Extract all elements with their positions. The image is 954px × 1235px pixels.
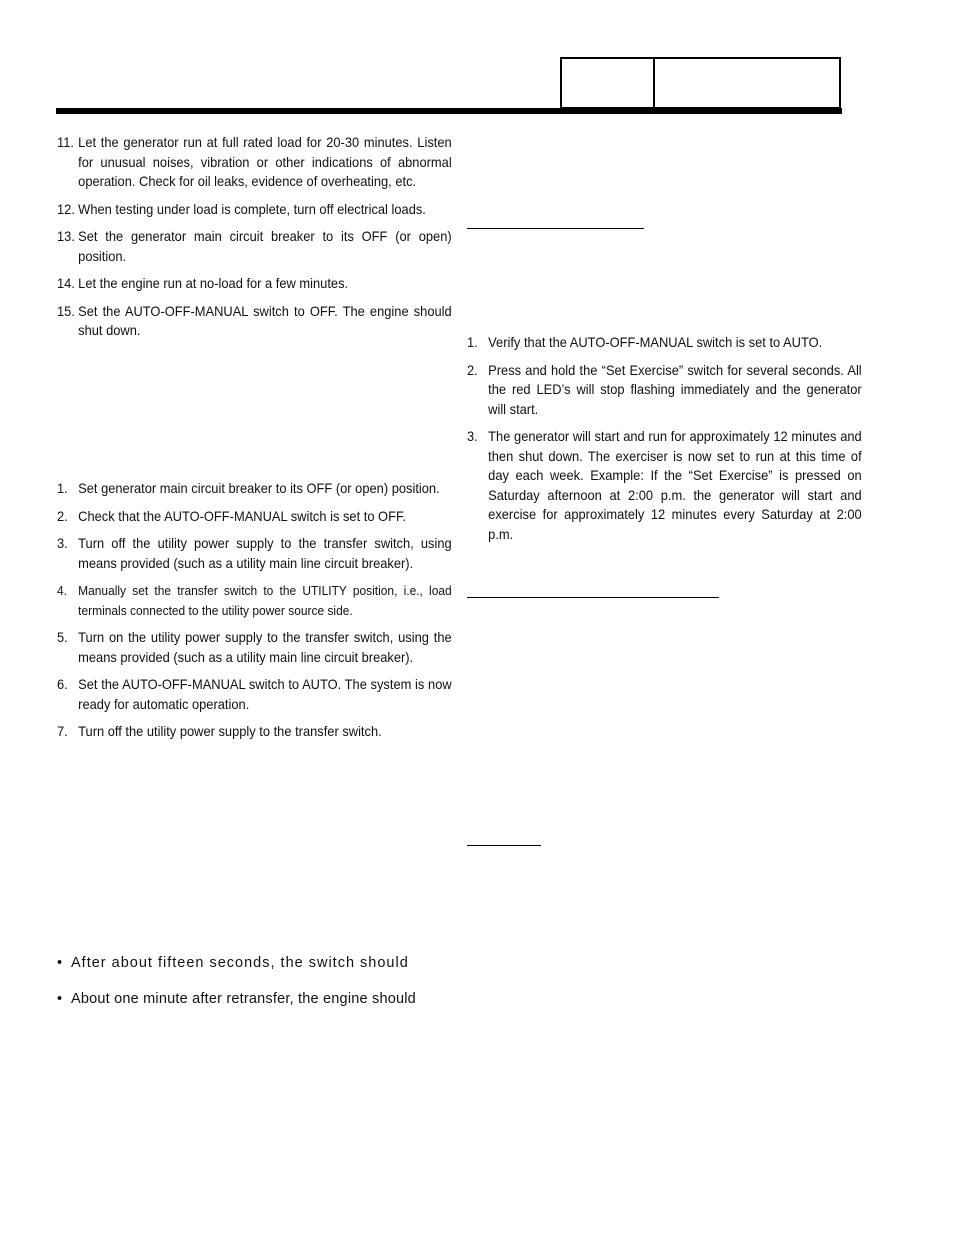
list-item bbox=[57, 534, 452, 573]
step-number: 15. bbox=[57, 302, 75, 319]
bullet-item bbox=[57, 990, 431, 1009]
header-box-right bbox=[653, 57, 841, 109]
bullet-item bbox=[57, 954, 431, 973]
list-item bbox=[57, 507, 452, 527]
step-text: When testing under load is complete, turn off electrical loads. bbox=[78, 200, 426, 217]
left-column-steps-a bbox=[57, 133, 452, 349]
step-number: 14. bbox=[57, 275, 75, 291]
step-text: Turn off the utility power supply to the transfer switch. bbox=[78, 723, 382, 739]
step-text: Set the generator main circuit breaker to its OFF (or open) position. bbox=[78, 228, 452, 264]
step-number: 4. bbox=[57, 583, 67, 598]
step-number: 3. bbox=[57, 535, 68, 551]
list-item bbox=[57, 628, 452, 667]
step-number: 7. bbox=[57, 723, 68, 739]
header-rule bbox=[56, 108, 842, 114]
list-item bbox=[57, 133, 452, 192]
step-number: 1. bbox=[467, 334, 478, 350]
step-text: Check that the AUTO-OFF-MANUAL switch is set to OFF. bbox=[78, 507, 406, 524]
step-text: Let the generator run at full rated load for 20-30 minutes. Listen for unusual noises, vibration or other indications of abnormal operation. Check for oil leaks, evidence of overheating, etc. bbox=[78, 134, 452, 189]
list-item bbox=[57, 302, 452, 341]
step-text: Turn on the utility power supply to the transfer switch, using the means provided (such as a utility main line circuit breaker). bbox=[78, 629, 452, 665]
step-number: 3. bbox=[467, 428, 478, 444]
step-number: 6. bbox=[57, 676, 68, 692]
step-text: Let the engine run at no-load for a few minutes. bbox=[78, 275, 349, 291]
step-number: 5. bbox=[57, 629, 68, 645]
step-text: Manually set the transfer switch to the UTILITY position, i.e., load terminals connected to the utility power source side. bbox=[78, 583, 452, 618]
list-item bbox=[467, 333, 862, 353]
step-number: 13. bbox=[57, 228, 75, 244]
list-item bbox=[467, 427, 862, 544]
step-number: 2. bbox=[57, 507, 68, 524]
step-text: Press and hold the “Set Exercise” switch for several seconds. All the red LED’s will stop flashing immediately and the generator will start. bbox=[488, 361, 862, 417]
list-item bbox=[57, 722, 452, 742]
step-text: Set generator main circuit breaker to its OFF (or open) position. bbox=[78, 480, 440, 496]
heading-rule bbox=[467, 845, 541, 846]
step-text: The generator will start and run for approximately 12 minutes and then shut down. The exerciser is now set to run at this time of day each week. Example: If the “Set Exercise” is pressed on Saturday afternoon at 2:00 p.m. the generator will start and exercise for approximately 12 minutes every Saturday at 2:00 p.m. bbox=[488, 428, 862, 542]
bullet-dot: • bbox=[57, 955, 64, 971]
heading-rule bbox=[467, 597, 719, 598]
bullet-text: About one minute after retransfer, the engine should bbox=[71, 991, 416, 1007]
step-text: Verify that the AUTO-OFF-MANUAL switch is set to AUTO. bbox=[488, 334, 823, 350]
step-text: Set the AUTO-OFF-MANUAL switch to OFF. The engine should shut down. bbox=[78, 302, 452, 338]
right-column-steps bbox=[467, 333, 862, 552]
step-text: Set the AUTO-OFF-MANUAL switch to AUTO. The system is now ready for automatic operation. bbox=[78, 676, 452, 712]
header-box-left bbox=[560, 57, 655, 109]
list-item bbox=[57, 200, 452, 220]
list-item bbox=[57, 227, 452, 266]
list-item bbox=[57, 479, 452, 499]
step-number: 2. bbox=[467, 361, 478, 378]
step-number: 12. bbox=[57, 200, 75, 217]
list-item bbox=[57, 581, 452, 620]
list-item bbox=[57, 675, 452, 714]
heading-rule bbox=[467, 228, 644, 229]
list-item bbox=[467, 361, 862, 420]
list-item bbox=[57, 274, 452, 294]
step-text: Turn off the utility power supply to the transfer switch, using means provided (such as a utility main line circuit breaker). bbox=[78, 535, 452, 571]
step-number: 1. bbox=[57, 480, 68, 496]
bullet-text: After about fifteen seconds, the switch should bbox=[71, 955, 409, 971]
bullet-dot: • bbox=[57, 991, 63, 1007]
step-number: 11. bbox=[57, 134, 74, 150]
left-column-steps-b bbox=[57, 479, 452, 750]
